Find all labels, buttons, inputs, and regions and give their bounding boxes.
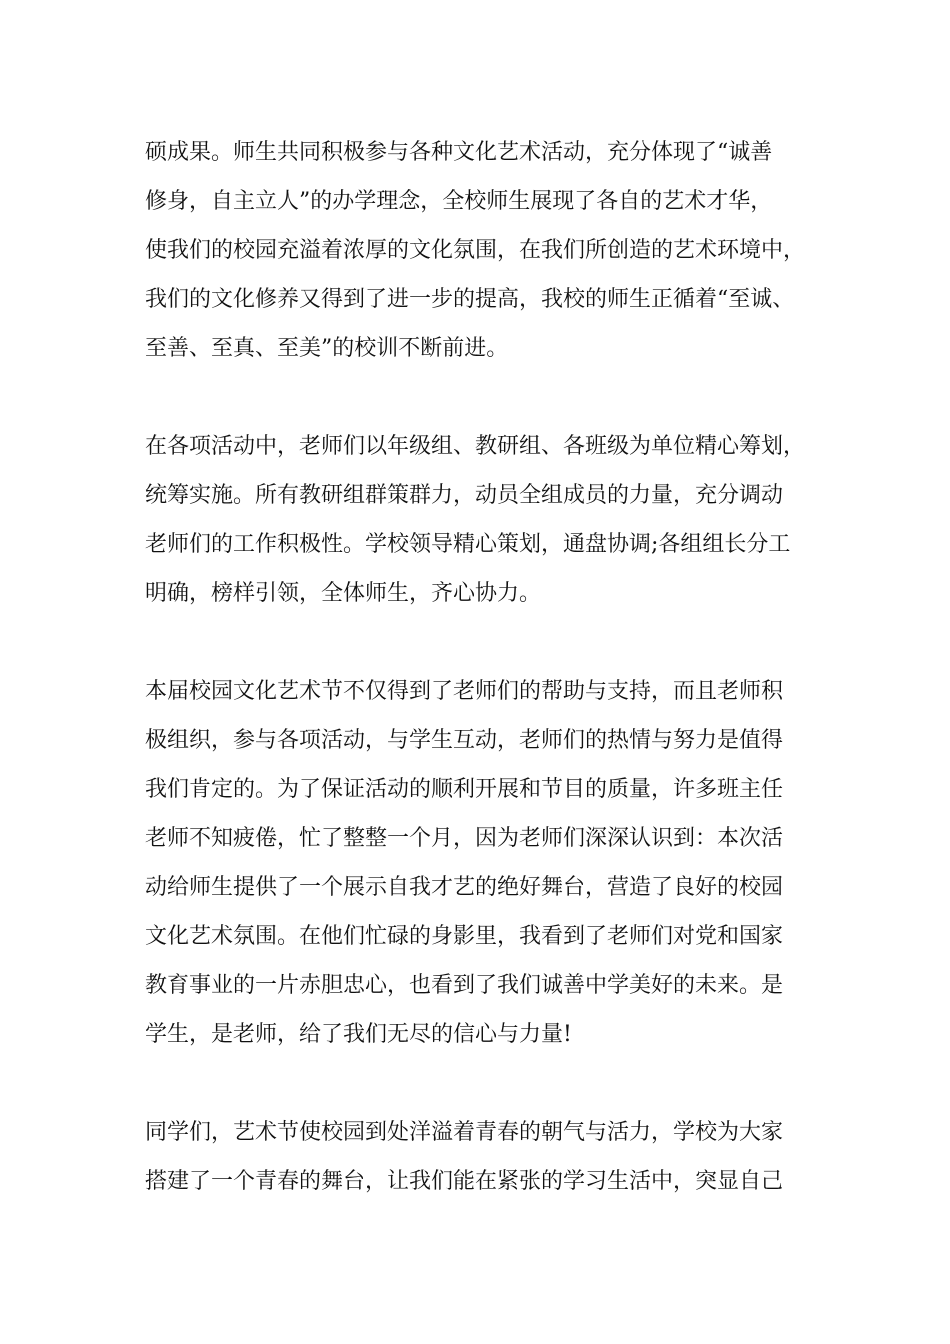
- text-line: 动给师生提供了一个展示自我才艺的绝好舞台，营造了良好的校园: [145, 875, 784, 900]
- text-line: 修身，自主立人”的办学理念，全校师生展现了各自的艺术才华，: [145, 189, 773, 214]
- text-line: 明确，榜样引领，全体师生，齐心协力。: [145, 581, 542, 606]
- text-line: 学生，是老师，给了我们无尽的信心与力量!: [145, 1022, 572, 1047]
- text-line: 教育事业的一片赤胆忠心，也看到了我们诚善中学美好的未来。是: [145, 973, 784, 998]
- text-line: 我们的文化修养又得到了进一步的提高，我校的师生正循着“至诚、: [145, 287, 795, 312]
- paragraph-3: [145, 667, 835, 1059]
- text-line: 使我们的校园充溢着浓厚的文化氛围，在我们所创造的艺术环境中，: [145, 238, 806, 263]
- text-line: 文化艺术氛围。在他们忙碌的身影里，我看到了老师们对党和国家: [145, 924, 784, 949]
- text-line: 我们肯定的。为了保证活动的顺利开展和节目的质量，许多班主任: [145, 777, 784, 802]
- text-line: 统筹实施。所有教研组群策群力，动员全组成员的力量，充分调动: [145, 483, 784, 508]
- text-line: 同学们，艺术节使校园到处洋溢着青春的朝气与活力，学校为大家: [145, 1120, 784, 1145]
- text-line: 极组织，参与各项活动，与学生互动，老师们的热情与努力是值得: [145, 728, 784, 753]
- text-line: 老师们的工作积极性。学校领导精心策划，通盘协调;各组组长分工: [145, 532, 791, 557]
- paragraph-1: [145, 128, 835, 373]
- text-line: 老师不知疲倦，忙了整整一个月，因为老师们深深认识到：本次活: [145, 826, 784, 851]
- text-line: 本届校园文化艺术节不仅得到了老师们的帮助与支持，而且老师积: [145, 679, 784, 704]
- paragraph-4: [145, 1108, 835, 1206]
- paragraph-2: [145, 422, 835, 618]
- text-line: 在各项活动中，老师们以年级组、教研组、各班级为单位精心筹划，: [145, 434, 806, 459]
- text-line: 至善、至真、至美”的校训不断前进。: [145, 336, 509, 361]
- text-line: 硕成果。师生共同积极参与各种文化艺术活动，充分体现了“诚善: [145, 140, 773, 165]
- document-body: [145, 128, 835, 1255]
- text-line: 搭建了一个青春的舞台，让我们能在紧张的学习生活中，突显自己: [145, 1169, 784, 1194]
